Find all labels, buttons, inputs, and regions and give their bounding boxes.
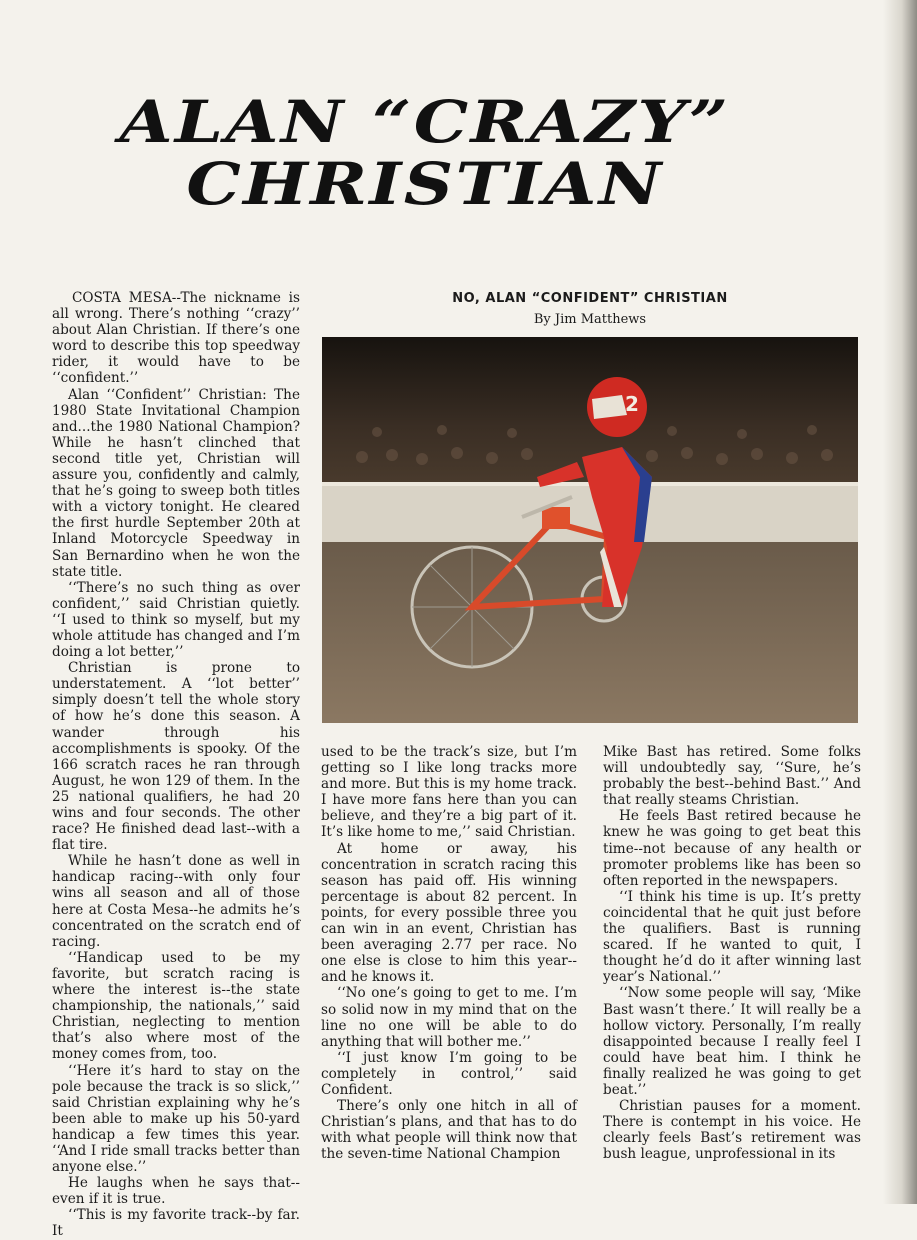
paragraph: ‘‘There’s no such thing as over confident,’’ said Christian quietly. ‘‘I used to think so myself, but my whole attitude has changed and I’m doing a lot better,’’	[52, 579, 300, 661]
paragraph: Alan ‘‘Confident’’ Christian: The 1980 State Invitational Champion and...the 1980 National Champion? While he hasn’t clinched that second title yet, Christian will assure you, confidently and calmly, that he’s going to sweep both titles with a victory tonight. He cleared the first hurdle September 20th at Inland Motorcycle Speedway in San Bernardino when he won the state title.	[52, 386, 300, 580]
paragraph: COSTA MESA--The nickname is all wrong. There’s nothing ‘‘crazy’’ about Alan Christian. If there’s one word to describe this top speedway rider, it would have to be ‘‘confident.’’	[52, 290, 300, 387]
rider-photo	[322, 337, 858, 723]
article-title-line-2: CHRISTIAN	[186, 150, 664, 218]
text-column-2	[321, 744, 577, 1162]
paragraph: Christian pauses for a moment. There is contempt in his voice. He clearly feels Bast’s retirement was bush league, unprofessional in its	[603, 1098, 861, 1163]
paragraph: Mike Bast has retired. Some folks will undoubtedly say, ‘‘Sure, he’s probably the best--behind Bast.’’ And that really steams Christian.	[603, 744, 861, 809]
paragraph: Christian is prone to understatement. A ‘‘lot better’’ simply doesn’t tell the whole story of how he’s done this season. A wander through his accomplishments is spooky. Of the 166 scratch races he ran through August, he won 129 of them. In the 25 national qualifiers, he had 20 wins and four seconds. The other race? He finished dead last--with a flat tire.	[52, 660, 300, 854]
paragraph: used to be the track’s size, but I’m getting so I like long tracks more and more. But this is my home track. I have more fans here than you can believe, and they’re a big part of it. It’s like home to me,’’ said Christian.	[321, 744, 577, 841]
paragraph: ‘‘I just know I’m going to be completely in control,’’ said Confident.	[321, 1049, 577, 1098]
paragraph: He laughs when he says that--even if it is true.	[52, 1175, 300, 1208]
article-byline: By Jim Matthews	[533, 312, 647, 327]
paragraph: While he hasn’t done as well in handicap racing--with only four wins all season and all of those here at Costa Mesa--he admits he’s concentrated on the scratch end of racing.	[52, 853, 300, 950]
text-column-1	[52, 290, 300, 1240]
article-headline: NO, ALAN “CONFIDENT” CHRISTIAN	[452, 291, 728, 306]
paragraph: There’s only one hitch in all of Christian’s plans, and that has to do with what people will think now that the seven-time National Champion	[321, 1098, 577, 1163]
paragraph: He feels Bast retired because he knew he was going to get beat this time--not because of any health or promoter problems like has been so often reported in the newspapers.	[603, 808, 861, 889]
paragraph: ‘‘No one’s going to get to me. I’m so solid now in my mind that on the line no one will be able to do anything that will bother me.’’	[321, 985, 577, 1050]
article-title-line-1: ALAN “CRAZY”	[119, 88, 731, 156]
paragraph: ‘‘Handicap used to be my favorite, but scratch racing is where the interest is--the state championship, the nationals,’’ said Christian, neglecting to mention that’s also where most of the money comes from, too.	[52, 949, 300, 1063]
paragraph: ‘‘Here it’s hard to stay on the pole because the track is so slick,’’ said Christian explaining why he’s been able to make up his 50-yard handicap a few times this year. ‘‘And I ride small tracks better than anyone else.’’	[52, 1062, 300, 1176]
paragraph: ‘‘Now some people will say, ‘Mike Bast wasn’t there.’ It will really be a hollow victory. Personally, I’m really disappointed because I really feel I could have beat him. I think he finally realized he was going to get beat.’’	[603, 985, 861, 1098]
paragraph: At home or away, his concentration in scratch racing this season has paid off. His winning percentage is about 82 percent. In points, for every possible three you can win in an event, Christian has been averaging 2.77 per race. No one else is close to him this year--and he knows it.	[321, 840, 577, 986]
rider-number-label: 2	[625, 392, 639, 416]
paragraph: ‘‘This is my favorite track--by far. It	[52, 1207, 300, 1240]
text-column-3	[603, 744, 861, 1162]
paragraph: ‘‘I think his time is up. It’s pretty coincidental that he quit just before the qualifiers. Bast is running scared. If he wanted to quit, I thought he’d do it after winning last year’s National.’’	[603, 888, 861, 986]
